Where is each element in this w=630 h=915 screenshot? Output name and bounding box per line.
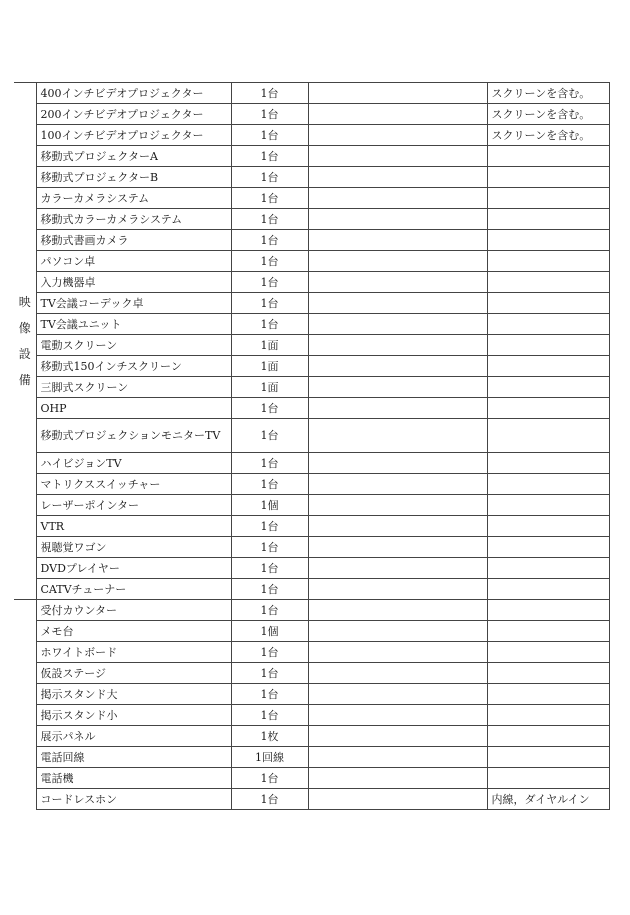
note-cell [308,356,487,377]
remark-cell [487,768,609,789]
item-name-cell: 200インチビデオプロジェクター [36,104,231,125]
remark-cell: スクリーンを含む。 [487,83,609,104]
category-label [19,289,31,393]
note-cell [308,272,487,293]
table-row [14,293,609,314]
category-char: 映 [18,295,31,309]
quantity-cell: 1台 [231,684,308,705]
category-cell [14,83,36,600]
table-row [14,495,609,516]
remark-cell [487,377,609,398]
remark-cell [487,230,609,251]
quantity-cell: 1台 [231,419,308,453]
item-name-cell: 三脚式スクリーン [36,377,231,398]
remark-cell [487,251,609,272]
quantity-cell: 1台 [231,314,308,335]
table-row [14,125,609,146]
table-row [14,684,609,705]
quantity-cell: 1個 [231,495,308,516]
note-cell [308,104,487,125]
item-name-cell: ホワイトボード [36,642,231,663]
quantity-cell: 1台 [231,663,308,684]
remark-cell [487,495,609,516]
quantity-cell: 1台 [231,146,308,167]
remark-cell [487,293,609,314]
table-row [14,167,609,188]
remark-cell [487,642,609,663]
quantity-cell: 1台 [231,230,308,251]
remark-cell [487,705,609,726]
quantity-cell: 1台 [231,579,308,600]
quantity-cell: 1台 [231,125,308,146]
note-cell [308,495,487,516]
table-row [14,558,609,579]
note-cell [308,789,487,810]
table-row [14,537,609,558]
table-row [14,377,609,398]
note-cell [308,474,487,495]
remark-cell [487,621,609,642]
table-row [14,474,609,495]
item-name-cell: 展示パネル [36,726,231,747]
note-cell [308,600,487,621]
item-name-cell: 移動式プロジェクションモニターTV [36,419,231,453]
remark-cell [487,726,609,747]
item-name-cell: CATVチューナー [36,579,231,600]
note-cell [308,768,487,789]
quantity-cell: 1台 [231,83,308,104]
item-name-cell: パソコン卓 [36,251,231,272]
remark-cell [487,167,609,188]
item-name-cell: マトリクススイッチャー [36,474,231,495]
note-cell [308,209,487,230]
quantity-cell: 1台 [231,705,308,726]
table-row [14,453,609,474]
item-name-cell: VTR [36,516,231,537]
quantity-cell: 1台 [231,537,308,558]
category-char: 像 [18,321,31,335]
remark-cell [487,398,609,419]
quantity-cell: 1台 [231,516,308,537]
item-name-cell: 移動式カラーカメラシステム [36,209,231,230]
table-row [14,600,609,621]
note-cell [308,314,487,335]
table-row [14,251,609,272]
item-name-cell: OHP [36,398,231,419]
table-row [14,335,609,356]
quantity-cell: 1台 [231,474,308,495]
remark-cell [487,558,609,579]
note-cell [308,146,487,167]
quantity-cell: 1台 [231,209,308,230]
note-cell [308,621,487,642]
quantity-cell: 1枚 [231,726,308,747]
note-cell [308,684,487,705]
item-name-cell: TV会議コーデック卓 [36,293,231,314]
note-cell [308,398,487,419]
remark-cell [487,356,609,377]
quantity-cell: 1台 [231,167,308,188]
quantity-cell: 1面 [231,335,308,356]
quantity-cell: 1台 [231,558,308,579]
table-row [14,146,609,167]
quantity-cell: 1台 [231,104,308,125]
table-row [14,516,609,537]
table-row [14,768,609,789]
category-char: 備 [18,373,31,387]
item-name-cell: レーザーポインター [36,495,231,516]
note-cell [308,335,487,356]
item-name-cell: 電話機 [36,768,231,789]
note-cell [308,558,487,579]
remark-cell [487,209,609,230]
category-char: 設 [18,347,31,361]
remark-cell: 内線，ダイヤルイン [487,789,609,810]
item-name-cell: 移動式150インチスクリーン [36,356,231,377]
table-row [14,419,609,453]
item-name-cell: 入力機器卓 [36,272,231,293]
table-row [14,642,609,663]
note-cell [308,663,487,684]
item-name-cell: DVDプレイヤー [36,558,231,579]
table-row [14,398,609,419]
remark-cell [487,600,609,621]
quantity-cell: 1台 [231,251,308,272]
quantity-cell: 1台 [231,453,308,474]
table-row [14,579,609,600]
item-name-cell: 仮設ステージ [36,663,231,684]
table-row [14,663,609,684]
table-row [14,747,609,768]
remark-cell [487,419,609,453]
category-cell [14,600,36,810]
note-cell [308,419,487,453]
item-name-cell: 400インチビデオプロジェクター [36,83,231,104]
quantity-cell: 1台 [231,600,308,621]
remark-cell [487,747,609,768]
item-name-cell: 受付カウンター [36,600,231,621]
item-name-cell: 掲示スタンド大 [36,684,231,705]
table-row [14,621,609,642]
note-cell [308,293,487,314]
table-row [14,356,609,377]
remark-cell [487,314,609,335]
table-row [14,272,609,293]
quantity-cell: 1台 [231,768,308,789]
item-name-cell: 電話回線 [36,747,231,768]
remark-cell [487,537,609,558]
note-cell [308,726,487,747]
quantity-cell: 1回線 [231,747,308,768]
note-cell [308,516,487,537]
note-cell [308,125,487,146]
table-row [14,104,609,125]
table-row [14,726,609,747]
item-name-cell: 移動式書画カメラ [36,230,231,251]
remark-cell: スクリーンを含む。 [487,125,609,146]
note-cell [308,642,487,663]
table-row [14,705,609,726]
item-name-cell: メモ台 [36,621,231,642]
item-name-cell: コードレスホン [36,789,231,810]
item-name-cell: 掲示スタンド小 [36,705,231,726]
quantity-cell: 1台 [231,789,308,810]
item-name-cell: ハイビジョンTV [36,453,231,474]
table-row [14,789,609,810]
quantity-cell: 1面 [231,356,308,377]
remark-cell [487,453,609,474]
note-cell [308,537,487,558]
remark-cell [487,663,609,684]
table-row [14,230,609,251]
note-cell [308,188,487,209]
remark-cell: スクリーンを含む。 [487,104,609,125]
note-cell [308,230,487,251]
note-cell [308,251,487,272]
table-row [14,83,609,104]
quantity-cell: 1台 [231,398,308,419]
item-name-cell: 移動式プロジェクターA [36,146,231,167]
remark-cell [487,474,609,495]
quantity-cell: 1台 [231,188,308,209]
equipment-table-body [14,83,609,810]
item-name-cell: 視聴覚ワゴン [36,537,231,558]
item-name-cell: 100インチビデオプロジェクター [36,125,231,146]
remark-cell [487,335,609,356]
quantity-cell: 1台 [231,642,308,663]
item-name-cell: 移動式プロジェクターB [36,167,231,188]
remark-cell [487,579,609,600]
note-cell [308,747,487,768]
quantity-cell: 1台 [231,293,308,314]
note-cell [308,453,487,474]
remark-cell [487,516,609,537]
note-cell [308,579,487,600]
quantity-cell: 1個 [231,621,308,642]
remark-cell [487,684,609,705]
quantity-cell: 1面 [231,377,308,398]
table-row [14,314,609,335]
note-cell [308,167,487,188]
item-name-cell: TV会議ユニット [36,314,231,335]
remark-cell [487,272,609,293]
remark-cell [487,146,609,167]
equipment-table [14,82,610,810]
item-name-cell: 電動スクリーン [36,335,231,356]
table-row [14,188,609,209]
remark-cell [487,188,609,209]
item-name-cell: カラーカメラシステム [36,188,231,209]
table-row [14,209,609,230]
quantity-cell: 1台 [231,272,308,293]
note-cell [308,83,487,104]
note-cell [308,705,487,726]
note-cell [308,377,487,398]
